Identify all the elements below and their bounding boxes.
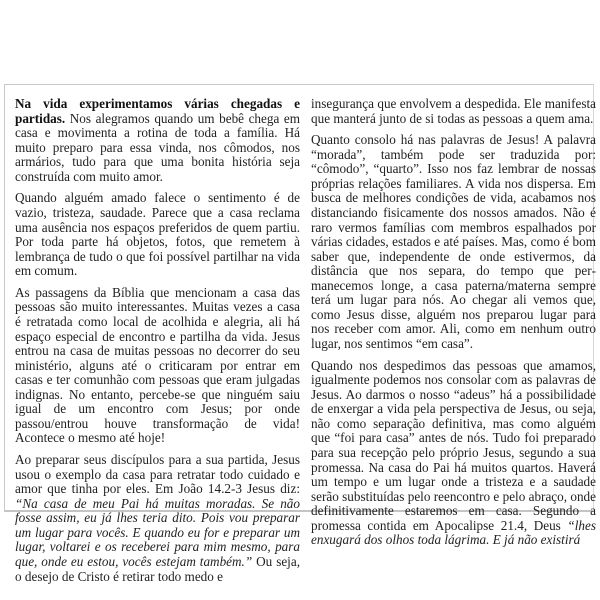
scripture-quote: “lhes enxugará dos olhos toda lágrima. E já não existirá	[311, 517, 596, 548]
paragraph-continuation	[311, 97, 596, 126]
paragraph-text: Ao preparar seus discípulos para a sua partida, Jesus usou o exemplo da casa para retratar todo cuidado e amor que tinha por eles. Em João 14.2-3 Jesus diz:	[15, 452, 300, 497]
scripture-quote: “Na casa de meu Pai há muitas moradas. Se não fosse assim, eu já lhes teria dito. Pois vou preparar um lugar para vocês. E quando eu for e preparar um lugar, voltarei e os receberei para mim mesmo, para que, onde eu estou, vocês estejam também.”	[15, 495, 300, 569]
lead-heading: Na vida experimentamos várias chegadas e partidas.	[15, 96, 300, 126]
paragraph-loss	[15, 191, 300, 278]
paragraph-john-14	[15, 453, 300, 584]
paragraph-text: Nos alegramos quando um bebê chega em casa e movimenta a rotina de toda a família. Há muito preparo para essa vinda, nos cômodos, nos armários, tudo para que uma bonita história seja construída com muito amor.	[15, 110, 300, 184]
paragraph-text: insegurança que envolvem a despedida. Ele manifesta que manterá junto de si todas as pessoas a quem ama.	[311, 96, 596, 126]
paragraph-text: Quando nos despedimos das pessoas que amamos, igualmente podemos nos consolar com as palavras de Jesus. Ao darmos o nosso “adeus” há a possibilidade de enxergar a vida pela perspectiva de Jesus, ou seja, não como separação definitiva, mas como alguém que “foi para casa” antes de nós. Tudo foi preparado para sua recepção pelo próprio Jesus, segundo a sua promessa. Na casa do Pai há muitos quartos. Haverá um tempo e um lugar onde a tristeza e a saudade serão substituídas pelo reencontro e pelo abraço, onde definitivamente estaremos em casa. Segundo a promessa contida em Apocalipse 21.4, Deus	[311, 357, 596, 533]
right-column	[311, 97, 596, 555]
paragraph-consolation	[311, 133, 596, 351]
left-column	[15, 97, 300, 591]
paragraph-arrivals	[15, 97, 300, 184]
paragraph-farewell	[311, 359, 596, 548]
paragraph-bible-houses	[15, 286, 300, 446]
paragraph-text: Quando alguém amado falece o sentimento é de vazio, tristeza, saudade. Parece que a casa reclama uma ausência nos espaços preferidos de quem partiu. Por toda parte há objetos, fotos, que remetem à lembrança de tudo o que foi possível partilhar na vida em comum.	[15, 190, 300, 279]
paragraph-text: Quanto consolo há nas palavras de Jesus! A palavra “morada”, também pode ser traduzida por: “cômodo”, “quarto”. Isso nos faz lembrar de nossas próprias relações familiares. A vida nos dispersa. Em busca de melhores condições de vida, acabamos nos distanciando fisicamente dos nossos amados. Não é raro vermos famílias com membros espalhados por várias cidades, estados e até países. Mas, como é bom saber que, independente de onde estivermos, da distância que nos separa, do tempo que permanecemos longe, a casa paterna/materna sempre terá um lugar para nós. Ao chegar ali vemos que, como Jesus disse, alguém nos preparou lugar para nos receber com amor. Ali, como em nenhum outro lugar, nos sentimos “em casa”.	[311, 132, 596, 351]
paragraph-text: As passagens da Bíblia que mencionam a casa das pessoas são muito interessantes. Muitas vezes a casa é retratada como local de acolhida e alegria, ali há espaço especial de encontro e partilha da vida. Jesus entrou na casa de muitas pessoas no decorrer do seu ministério, alguns até o criticaram por entrar em casas e ter comunhão com pessoas que eram julgadas indignas. No entanto, percebe-se que ninguém saiu igual de um encontro com Jesus; por onde passou/entrou houve transformação de vida! Acontece o mesmo até hoje!	[15, 284, 300, 446]
paragraph-text: Ou seja, o desejo de Cristo é retirar todo medo e	[15, 553, 300, 584]
